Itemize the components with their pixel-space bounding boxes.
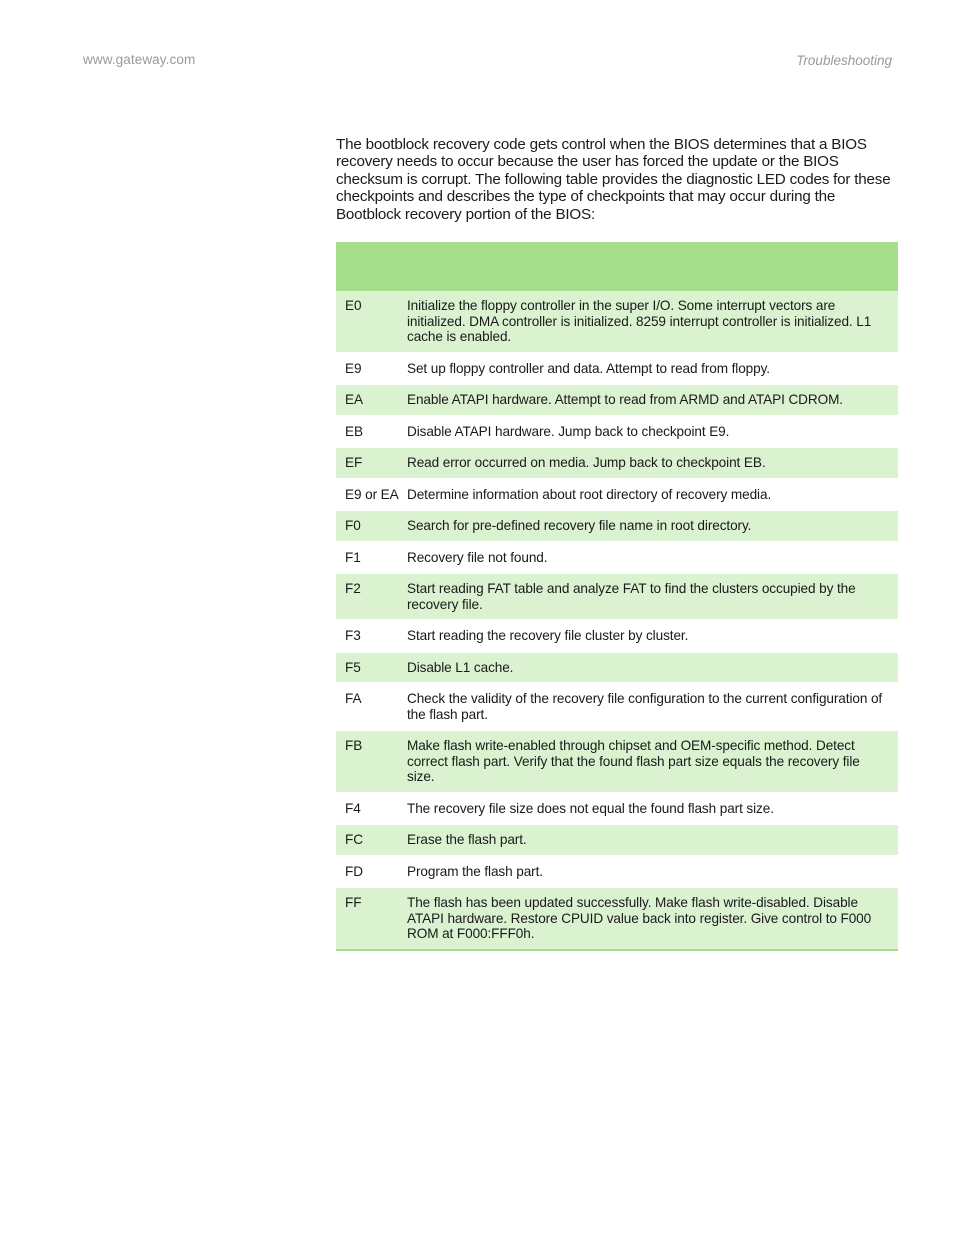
table-header-row (336, 242, 898, 291)
led-code-cell: FA (336, 682, 407, 729)
checkpoint-description-cell: Enable ATAPI hardware. Attempt to read from ARMD and ATAPI CDROM. (407, 383, 898, 415)
table-row (336, 509, 898, 541)
table-row (336, 855, 898, 887)
checkpoint-description-cell: Start reading FAT table and analyze FAT to find the clusters occupied by the recovery file. (407, 572, 898, 619)
table-header-description-cell (407, 242, 898, 291)
led-code-cell: E0 (336, 291, 407, 352)
led-code-cell: F4 (336, 792, 407, 824)
led-code-cell: F1 (336, 541, 407, 573)
table-row (336, 291, 898, 352)
header-section-title: Troubleshooting (796, 53, 892, 68)
led-code-cell: EF (336, 446, 407, 478)
table-row (336, 478, 898, 510)
checkpoint-description-cell: Set up floppy controller and data. Attempt to read from floppy. (407, 352, 898, 384)
table-row (336, 415, 898, 447)
led-code-cell: FC (336, 823, 407, 855)
led-code-cell: EB (336, 415, 407, 447)
checkpoint-description-cell: The recovery file size does not equal the found flash part size. (407, 792, 898, 824)
checkpoint-description-cell: The flash has been updated successfully. Make flash write-disabled. Disable ATAPI hardware. Restore CPUID value back into register. Give control to F000 ROM at F000:FFF0h. (407, 886, 898, 949)
checkpoint-description-cell: Make flash write-enabled through chipset and OEM-specific method. Detect correct flash part. Verify that the found flash part size equals the recovery file size. (407, 729, 898, 792)
led-code-cell: F2 (336, 572, 407, 619)
led-code-cell: E9 or EA (336, 478, 407, 510)
checkpoint-description-cell: Check the validity of the recovery file configuration to the current configuration of the flash part. (407, 682, 898, 729)
table-row (336, 446, 898, 478)
checkpoint-description-cell: Search for pre-defined recovery file name in root directory. (407, 509, 898, 541)
led-code-cell: F3 (336, 619, 407, 651)
checkpoint-description-cell: Start reading the recovery file cluster by cluster. (407, 619, 898, 651)
led-code-cell: FB (336, 729, 407, 792)
led-code-cell: F0 (336, 509, 407, 541)
checkpoint-description-cell: Erase the flash part. (407, 823, 898, 855)
checkpoint-description-cell: Read error occurred on media. Jump back to checkpoint EB. (407, 446, 898, 478)
table-row (336, 541, 898, 573)
table-row (336, 729, 898, 792)
checkpoint-description-cell: Recovery file not found. (407, 541, 898, 573)
table-body (336, 291, 898, 949)
table-row (336, 886, 898, 949)
led-code-cell: FD (336, 855, 407, 887)
table-row (336, 682, 898, 729)
table-row (336, 823, 898, 855)
table-row (336, 572, 898, 619)
led-code-cell: EA (336, 383, 407, 415)
checkpoint-description-cell: Program the flash part. (407, 855, 898, 887)
table-row (336, 383, 898, 415)
led-code-cell: F5 (336, 651, 407, 683)
table-row (336, 651, 898, 683)
intro-paragraph: The bootblock recovery code gets control when the BIOS determines that a BIOS recovery needs to occur because the user has forced the update or the BIOS checksum is corrupt. The following table provides the diagnostic LED codes for these checkpoints and describes the type of checkpoints that may occur during the Bootblock recovery portion of the BIOS: (336, 136, 891, 223)
table-row (336, 792, 898, 824)
checkpoint-description-cell: Determine information about root directory of recovery media. (407, 478, 898, 510)
table-header (336, 242, 898, 291)
led-code-cell: FF (336, 886, 407, 949)
checkpoint-description-cell: Disable ATAPI hardware. Jump back to checkpoint E9. (407, 415, 898, 447)
table-header-code-cell (336, 242, 407, 291)
checkpoint-description-cell: Initialize the floppy controller in the super I/O. Some interrupt vectors are initialized. DMA controller is initialized. 8259 interrupt controller is initialized. L1 cache is enabled. (407, 291, 898, 352)
table-row (336, 352, 898, 384)
table-row (336, 619, 898, 651)
led-code-cell: E9 (336, 352, 407, 384)
header-website: www.gateway.com (83, 52, 196, 67)
checkpoint-description-cell: Disable L1 cache. (407, 651, 898, 683)
led-code-table (336, 242, 898, 951)
